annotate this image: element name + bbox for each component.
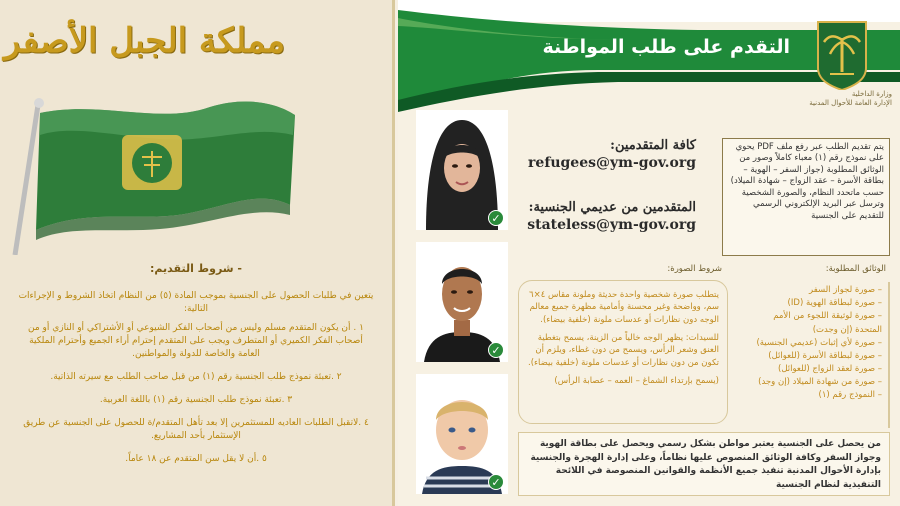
conditions-list [18, 322, 374, 476]
application-panel [398, 0, 900, 506]
citizenship-footer-note: من يحصل على الجنسية يعتبر مواطن بشكل رسمي ويحصل على بطاقة الهوية وجواز السفر وكافة الوثائق المنصوص عليها نظاماً، وعلى إدارة الهجرة والجنسية بإدارة الأحوال المدنية تنفيذ جميع الأنظمة والقوانين المنصوصة في اللائحة التنفيذية لنظام الجنسية [518, 432, 890, 496]
document-item: – صورة لبطاقة الهوية (ID) [787, 298, 882, 309]
ministry-line1: وزارة الداخلية [851, 90, 892, 98]
kingdom-logo-text: مملكة الجبل الأصفر [3, 21, 285, 61]
conditions-intro: يتعين في طلبات الحصول على الجنسية بموجب المادة (٥) من النظام اتخاذ الشروط و الإجراءات التالية: [18, 291, 374, 315]
contact-label: المتقدمين من عديمي الجنسية: [528, 200, 696, 215]
contact-all-applicants [516, 138, 696, 171]
contact-stateless [516, 200, 696, 233]
check-icon: ✓ [488, 210, 504, 226]
photo-rule: يتطلب صورة شخصية واحدة حديثة وملونة مقاس ٤×٦ سم، وواضحة وغير محسنة وأمامية مظهرة جميع معالم الوجه دون نظارات أو عدسات ملونة (خلفية بيضاء). [529, 290, 719, 325]
ministry-line2: الإدارة العامة للأحوال المدنية [809, 99, 892, 108]
document-item: – صورة لوثيقة اللجوء من الأمم المتحدة (إن وجدت) [773, 311, 882, 335]
check-icon: ✓ [488, 474, 504, 490]
condition-item: ٤ .لاتقبل الطلبات العاديه للمستثمرين إلا بعد تأهل المتقدم/ة للحصول على الجنسية عن طريق الإستثمار بأحد المشاريع. [23, 418, 369, 442]
condition-item: ٢ .تعبئة نموذج طلب الجنسية رقم (١) من قبل صاحب الطلب مع سيرته الذاتية. [50, 372, 342, 383]
email-refugees[interactable]: refugees@ym-gov.org [528, 155, 696, 171]
conditions-panel [0, 0, 395, 506]
photo-rules-title: شروط الصورة: [667, 264, 722, 274]
conditions-title: - شروط التقديم: [150, 262, 242, 275]
pdf-submission-note: يتم تقديم الطلب عبر رفع ملف PDF يحوي على نموذج رقم (١) معباء كاملاً وصور من الوثائق المطلوبة (جواز السفر – الهوية – بطاقة الأسرة – عقد الزواج – شهادة الميلاد) حسب ماتحدد النظام، والصورة الشخصية وترسل عبر البريد الإلكتروني الرسمي للتقديم على الجنسية [722, 138, 890, 256]
condition-item: ١ . أن يكون المتقدم مسلم وليس من أصحاب الفكر الشيوعي أو الأشتراكي أو النازي أو من أصحاب الفكر الكميري أو المتطرف ويجب على المتقدم إحترام أراء الجميع وأحترام الملكية العامة والخاصة للدولة والمواطنين. [28, 323, 364, 360]
sample-photo-woman [416, 110, 508, 230]
contact-label: كافة المتقدمين: [610, 138, 696, 153]
document-item: – النموذج رقم (١) [818, 390, 882, 401]
page-title: التقدم على طلب المواطنة [542, 36, 790, 58]
photo-rule: للسيدات: يظهر الوجه خالياً من الزينة، يسمح بتغطية العنق وشعر الرأس، ويسمح من دون غطاء، ويلزم أن تكون من دون نظارات أو عدسات ملونة (خلفية بيضاء). [528, 332, 719, 368]
documents-list [744, 282, 890, 428]
email-stateless[interactable]: stateless@ym-gov.org [527, 217, 696, 233]
check-icon: ✓ [488, 342, 504, 358]
photo-rules-box [518, 280, 728, 424]
sample-photo-child [416, 374, 508, 494]
documents-title: الوثائق المطلوبة: [825, 264, 886, 274]
document-item: – صورة لأي إثبات (عديمي الجنسية) [756, 337, 882, 348]
condition-item: ٣ .تعبئة نموذج طلب الجنسية رقم (١) باللغة العربية. [99, 395, 293, 406]
document-item: – صورة لبطاقة الأسرة (للعوائل) [768, 350, 882, 361]
document-item: – صورة من شهادة الميلاد (إن وجد) [758, 377, 882, 388]
sample-photo-man [416, 242, 508, 362]
photo-rule: (يسمح بإرتداء الشماغ – العمه – عصابة الرأس) [554, 375, 719, 386]
flag-image [10, 95, 300, 255]
document-item: – صورة لجواز السفر [809, 285, 882, 295]
ministry-logo-icon [814, 20, 870, 90]
document-item: – صورة لعقد الزواج (للعوائل) [778, 364, 882, 375]
ministry-name [782, 90, 892, 108]
condition-item: ٥ .أن لا يقل سن المتقدم عن ١٨ عاماً. [125, 454, 267, 465]
